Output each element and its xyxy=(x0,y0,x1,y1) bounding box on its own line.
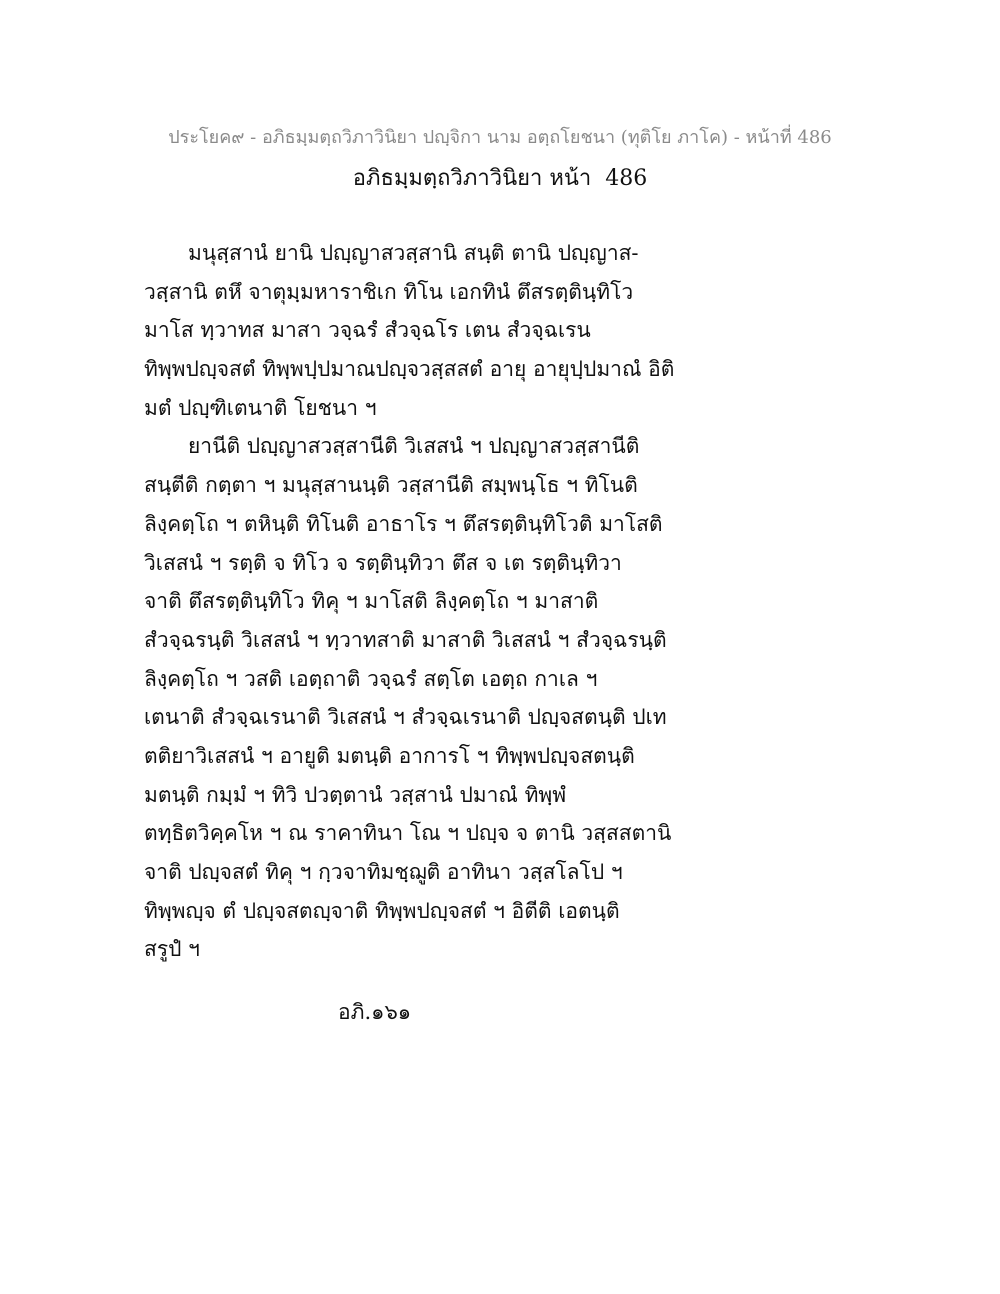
paragraph-line: จาติ ปญฺจสตํ ทิคุ ฯ กฺวจาทิมชฺฌูติ อาทินา วสฺสโลโป ฯ xyxy=(144,860,623,884)
paragraph-line: วสฺสานิ ตหึ จาตุมฺมหาราชิเก ทิโน เอกทินํ ตึสรตฺตินฺทิโว xyxy=(144,279,634,304)
paragraph-line: มาโส ทฺวาทส มาสา วจฺฉรํ สํวจฺฉโร เตน สํวจฺฉเรน xyxy=(144,318,591,343)
paragraph-line: ตทฺธิตวิคฺคโห ฯ ณ ราคาทินา โณ ฯ ปญฺจ จ ตานิ วสฺสสตานิ xyxy=(144,821,672,846)
body-text xyxy=(144,234,675,969)
page-title-text: อภิธมฺมตฺถวิภาวินิยา หน้า xyxy=(352,166,592,191)
paragraph-line: วิเสสนํ ฯ รตฺติ จ ทิโว จ รตฺตินฺทิวา ตึส จ เต รตฺตินฺทิวา xyxy=(144,550,622,575)
paragraph-line: ลิงฺคตฺโถ ฯ ตหินฺติ ทิโนติ อาธาโร ฯ ตึสรตฺตินฺทิโวติ มาโสติ xyxy=(144,511,663,536)
paragraph-line: มนุสฺสานํ ยานิ ปญฺญาสวสฺสานิ สนฺติ ตานิ ปญฺญาส- xyxy=(188,241,639,265)
page-title xyxy=(0,160,1000,195)
paragraph-line: สํวจฺฉรนฺติ วิเสสนํ ฯ ทฺวาทสาติ มาสาติ วิเสสนํ ฯ สํวจฺฉรนฺติ xyxy=(144,627,667,652)
paragraph-line: ทิพฺพญฺจ ตํ ปญฺจสตญฺจาติ ทิพฺพปญฺจสตํ ฯ อิตีติ เอตนฺติ xyxy=(144,898,620,923)
paragraph-line: สนฺตีติ กตฺตา ฯ มนุสฺสานนฺติ วสฺสานีติ สมฺพนฺโธ ฯ ทิโนติ xyxy=(144,473,638,498)
paragraph-line: จาติ ตึสรตฺตินฺทิโว ทิคุ ฯ มาโสติ ลิงฺคตฺโถ ฯ มาสาติ xyxy=(144,589,599,614)
page-number: 486 xyxy=(605,166,648,191)
paragraph-line: มตํ ปญฺฑิเตนาติ โยชนา ฯ xyxy=(144,395,377,420)
page-footer: อภิ.๑๖๑ xyxy=(338,1000,412,1024)
paragraph-line: ทิพฺพปญฺจสตํ ทิพฺพปฺปมาณปญฺจวสฺสสตํ อายุ อายุปฺปมาณํ อิติ xyxy=(144,357,675,382)
paragraph-line: เตนาติ สํวจฺฉเรนาติ วิเสสนํ ฯ สํวจฺฉเรนาติ ปญฺจสตนฺติ ปเท xyxy=(144,705,667,730)
paragraph-line: มตนฺติ กมฺมํ ฯ ทิวิ ปวตฺตานํ วสฺสานํ ปมาณํ ทิพฺพํ xyxy=(144,782,567,807)
running-header: ประโยค๙ - อภิธมฺมตฺถวิภาวินิยา ปญฺจิกา นาม อตฺถโยชนา (ทุติโย ภาโค) - หน้าที่ 486 xyxy=(168,127,832,148)
paragraph-line: ลิงฺคตฺโถ ฯ วสติ เอตฺถาติ วจฺฉรํ สตฺโต เอตฺถ กาเล ฯ xyxy=(144,666,598,691)
paragraph-line: สรูปํ ฯ xyxy=(144,937,200,962)
paragraph-line: ยานีติ ปญฺญาสวสฺสานีติ วิเสสนํ ฯ ปญฺญาสวสฺสานีติ xyxy=(188,434,640,459)
paragraph-line: ตติยาวิเสสนํ ฯ อายูติ มตนฺติ อาการโ ฯ ทิพฺพปญฺจสตนฺติ xyxy=(144,743,635,768)
